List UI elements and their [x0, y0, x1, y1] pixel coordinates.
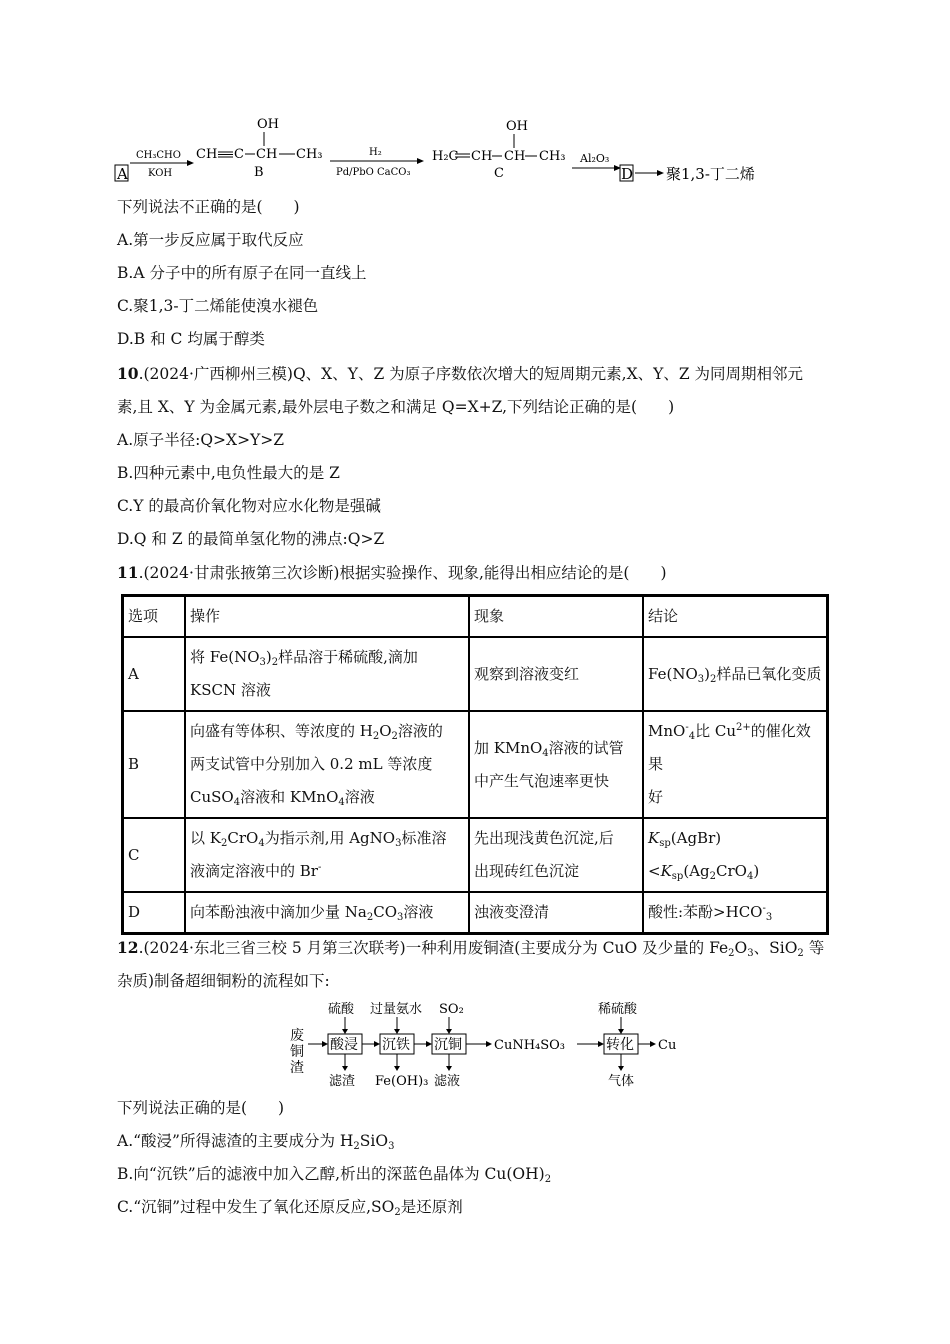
product-label: 聚1,3-丁二烯 — [666, 165, 755, 183]
sub: 2 — [394, 1207, 401, 1218]
sub: 4 — [746, 871, 754, 882]
text: 液滴定溶液中的 Br — [190, 862, 318, 880]
row-d-option: D — [123, 892, 186, 934]
c-h2c: H₂C — [432, 149, 459, 164]
text: K — [660, 862, 672, 880]
table-row — [123, 818, 828, 892]
row-d-conclusion — [643, 892, 828, 934]
text: 以 K — [190, 829, 221, 847]
output-filter-residue: 滤渣 — [329, 1074, 356, 1089]
sub: 2 — [391, 731, 398, 742]
text: O — [734, 939, 748, 957]
arrow-1-reagent-bottom: KOH — [148, 168, 173, 179]
output-arrow-head — [342, 1066, 348, 1071]
input-dilute-sulfuric-acid: 稀硫酸 — [598, 1002, 638, 1017]
intermediate-cunh4so3: CuNH₄SO₃ — [494, 1038, 566, 1053]
text: SiO — [359, 1132, 389, 1150]
row-a-phenomenon: 观察到溶液变红 — [469, 637, 643, 711]
arrow-1-head — [187, 160, 194, 166]
text: CuSO — [190, 788, 234, 806]
c-oh: OH — [506, 119, 528, 134]
text: CrO — [716, 862, 747, 880]
q12-option-a — [117, 1130, 394, 1152]
input-so2: SO₂ — [439, 1002, 464, 1017]
row-c-phenomenon — [469, 818, 643, 892]
text: 溶液 — [344, 788, 375, 806]
output-arrow-head — [618, 1066, 624, 1071]
sub: 4 — [542, 747, 549, 759]
sup: - — [762, 903, 766, 914]
step-conversion: 转化 — [606, 1037, 634, 1053]
reaction-scheme — [112, 110, 792, 190]
c-label: C — [494, 166, 504, 181]
text: A.“酸浸”所得滤渣的主要成分为 H — [117, 1132, 354, 1150]
b-ch-2: CH — [256, 147, 278, 162]
input-arrow-head — [446, 1029, 452, 1034]
input-arrow-head — [342, 1029, 348, 1034]
text: 出现砖红色沉淀 — [474, 862, 580, 880]
arrow-4-head — [657, 170, 664, 176]
output-gas: 气体 — [608, 1074, 635, 1089]
text: 的催化效果 — [648, 722, 811, 773]
text: 标准溶 — [401, 829, 447, 847]
q12-number: 12 — [117, 938, 139, 957]
input-sulfuric-acid: 硫酸 — [328, 1002, 355, 1017]
process-flow-diagram — [280, 995, 680, 1090]
text: ) — [753, 862, 760, 880]
q12-option-c — [117, 1196, 463, 1218]
arrow-2-reagent-top: H₂ — [369, 147, 382, 158]
text: Fe(NO — [648, 664, 698, 683]
input-excess-ammonia: 过量氨水 — [370, 1002, 423, 1017]
b-ch3: CH₃ — [296, 147, 323, 162]
text: 样品溶于稀硫酸,滴加 — [278, 648, 418, 666]
sup: 2+ — [736, 722, 751, 733]
row-d-operation — [185, 892, 469, 934]
q12-option-b — [117, 1163, 551, 1185]
sub: 3 — [388, 1141, 395, 1152]
b-label: B — [254, 165, 264, 180]
header-option: 选项 — [123, 596, 186, 638]
row-a-option: A — [123, 637, 186, 711]
q10-option-a: A.原子半径:Q>X>Y>Z — [117, 431, 285, 449]
flow-arrow-head — [322, 1041, 328, 1047]
sub: sp — [659, 838, 671, 849]
sub: 2 — [271, 657, 279, 668]
q10-option-d: D.Q 和 Z 的最简单氢化物的沸点:Q>Z — [117, 530, 385, 548]
q9-option-b: B.A 分子中的所有原子在同一直线上 — [117, 264, 367, 282]
input-arrow-head — [394, 1029, 400, 1034]
sub: 4 — [688, 731, 696, 742]
sub: 3 — [765, 912, 773, 923]
q12-stem: 下列说法正确的是( ) — [117, 1099, 285, 1117]
row-b-operation — [185, 711, 469, 818]
q10-stem-line2: 素,且 X、Y 为金属元素,最外层电子数之和满足 Q=X+Z,下列结论正确的是( ) — [117, 398, 675, 416]
arrow-2-reagent-bottom: Pd/PbO CaCO₃ — [336, 167, 411, 178]
sub: 3 — [697, 673, 705, 685]
output-arrow-head — [394, 1066, 400, 1071]
text: O — [379, 722, 392, 740]
flow-start-3: 渣 — [290, 1060, 304, 1076]
sub: 3 — [397, 912, 404, 923]
sub: 2 — [544, 1174, 552, 1185]
table-header-row — [123, 596, 828, 638]
arrow-1-reagent-top: CH₃CHO — [136, 150, 181, 161]
text: 向盛有等体积、等浓度的 H — [190, 722, 373, 740]
output-filtrate: 滤液 — [434, 1074, 461, 1089]
sub: 2 — [728, 948, 735, 959]
text: (AgBr)< — [648, 829, 722, 880]
row-a-conclusion — [643, 637, 828, 711]
sub: 4 — [258, 838, 265, 849]
row-c-conclusion — [643, 818, 828, 892]
text: 等 — [803, 939, 825, 957]
text: 比 Cu — [695, 722, 736, 740]
c-ch-1: CH — [471, 149, 493, 164]
text: K — [648, 829, 660, 847]
text: CO — [373, 903, 397, 921]
sub: 2 — [366, 912, 374, 923]
text: 样品已氧化变质 — [716, 664, 822, 683]
text: ) — [265, 648, 272, 666]
flow-start-1: 废 — [290, 1028, 304, 1044]
step-acid-leach: 酸浸 — [330, 1037, 358, 1053]
q10-number: 10 — [117, 364, 139, 383]
text: B.向“沉铁”后的滤液中加入乙醇,析出的深蓝色晶体为 Cu(OH) — [117, 1165, 545, 1183]
output-arrow-head — [446, 1066, 452, 1071]
flow-arrow-head — [650, 1041, 656, 1047]
sub: 4 — [338, 797, 345, 808]
text: (Ag — [683, 862, 710, 880]
q10-stem-text-1: .(2024·广西柳州三模)Q、X、Y、Z 为原子序数依次增大的短周期元素,X、Y、Z 为同周期相邻元 — [138, 365, 804, 383]
text: 向苯酚浊液中滴加少量 Na — [190, 903, 367, 921]
q10-stem-line1 — [117, 363, 803, 385]
input-arrow-head — [618, 1029, 624, 1034]
end-cu: Cu — [658, 1038, 677, 1053]
sup: - — [685, 722, 689, 733]
text: 为指示剂,用 AgNO — [264, 829, 396, 847]
sub: 3 — [395, 838, 402, 849]
flow-arrow-head — [598, 1041, 604, 1047]
header-conclusion: 结论 — [643, 596, 828, 638]
text: 是还原剂 — [400, 1198, 463, 1216]
flow-arrow-head — [374, 1041, 380, 1047]
text: MnO — [648, 722, 686, 740]
text: 溶液 — [403, 903, 434, 921]
flow-arrow-head — [486, 1041, 492, 1047]
q11-stem — [117, 562, 667, 584]
text: 加 KMnO — [474, 738, 543, 757]
table-row — [123, 892, 828, 934]
sub: 2 — [709, 673, 717, 685]
text: 酸性:苯酚>HCO — [648, 903, 763, 921]
text: 溶液的试管 — [548, 738, 624, 757]
row-b-phenomenon — [469, 711, 643, 818]
text: 中产生气泡速率更快 — [474, 771, 610, 790]
q11-stem-text: .(2024·甘肃张掖第三次诊断)根据实验操作、现象,能得出相应结论的是( ) — [138, 564, 667, 582]
q9-option-d: D.B 和 C 均属于醇类 — [117, 330, 265, 348]
sub: 2 — [353, 1141, 360, 1152]
sub: sp — [671, 871, 684, 882]
c-ch-2: CH — [504, 149, 526, 164]
arrow-2-head — [417, 158, 424, 164]
text: 先出现浅黄色沉淀,后 — [474, 829, 614, 847]
row-a-operation — [185, 637, 469, 711]
row-c-option: C — [123, 818, 186, 892]
compound-a: A — [117, 165, 128, 183]
text: 溶液和 KMnO — [240, 788, 339, 806]
q12-stem-line1 — [117, 937, 824, 959]
output-fe-oh3: Fe(OH)₃ — [375, 1074, 429, 1089]
row-d-phenomenon: 浊液变澄清 — [469, 892, 643, 934]
flow-start-2: 铜 — [290, 1044, 304, 1060]
text: .(2024·东北三省三校 5 月第三次联考)一种利用废铜渣(主要成分为 CuO 及少量的 Fe — [138, 939, 729, 957]
q11-table — [121, 594, 829, 935]
b-ch: CH — [196, 147, 218, 162]
sub: 2 — [220, 838, 228, 849]
b-c: C — [234, 147, 244, 162]
text: KSCN 溶液 — [190, 681, 271, 699]
sub: 2 — [709, 871, 717, 882]
text: ) — [704, 664, 710, 683]
arrow-3-reagent: Al₂O₃ — [580, 152, 610, 165]
row-b-conclusion — [643, 711, 828, 818]
header-phenomenon: 现象 — [469, 596, 643, 638]
sub: 3 — [747, 948, 754, 959]
q9-stem: 下列说法不正确的是( ) — [117, 198, 300, 216]
q11-number: 11 — [117, 563, 139, 582]
flow-arrow-head — [426, 1041, 432, 1047]
sub: 2 — [797, 948, 804, 959]
q9-option-c: C.聚1,3-丁二烯能使溴水褪色 — [117, 297, 319, 315]
text: 溶液的 — [397, 722, 443, 740]
text: 、SiO — [753, 939, 798, 957]
sub: 4 — [233, 797, 241, 808]
b-oh: OH — [257, 117, 279, 132]
text: 将 Fe(NO — [190, 648, 260, 666]
c-ch3: CH₃ — [539, 149, 566, 164]
text: CrO — [227, 829, 259, 847]
step-iron-precip: 沉铁 — [382, 1037, 410, 1053]
q10-option-b: B.四种元素中,电负性最大的是 Z — [117, 464, 340, 482]
text: C.“沉铜”过程中发生了氧化还原反应,SO — [117, 1198, 395, 1216]
q12-stem-line2: 杂质)制备超细铜粉的流程如下: — [117, 972, 330, 990]
compound-d: D — [621, 165, 634, 183]
table-row — [123, 711, 828, 818]
table-row — [123, 637, 828, 711]
text: 两支试管中分别加入 0.2 mL 等浓度 — [190, 755, 433, 773]
row-c-operation — [185, 818, 469, 892]
step-copper-precip: 沉铜 — [434, 1037, 462, 1053]
text: 好 — [648, 788, 664, 806]
sub: 3 — [259, 657, 266, 668]
q10-option-c: C.Y 的最高价氧化物对应水化物是强碱 — [117, 497, 381, 515]
q9-option-a: A.第一步反应属于取代反应 — [117, 231, 304, 249]
sup: - — [317, 862, 322, 873]
header-operation: 操作 — [185, 596, 469, 638]
row-b-option: B — [123, 711, 186, 818]
sub: 2 — [372, 731, 380, 742]
